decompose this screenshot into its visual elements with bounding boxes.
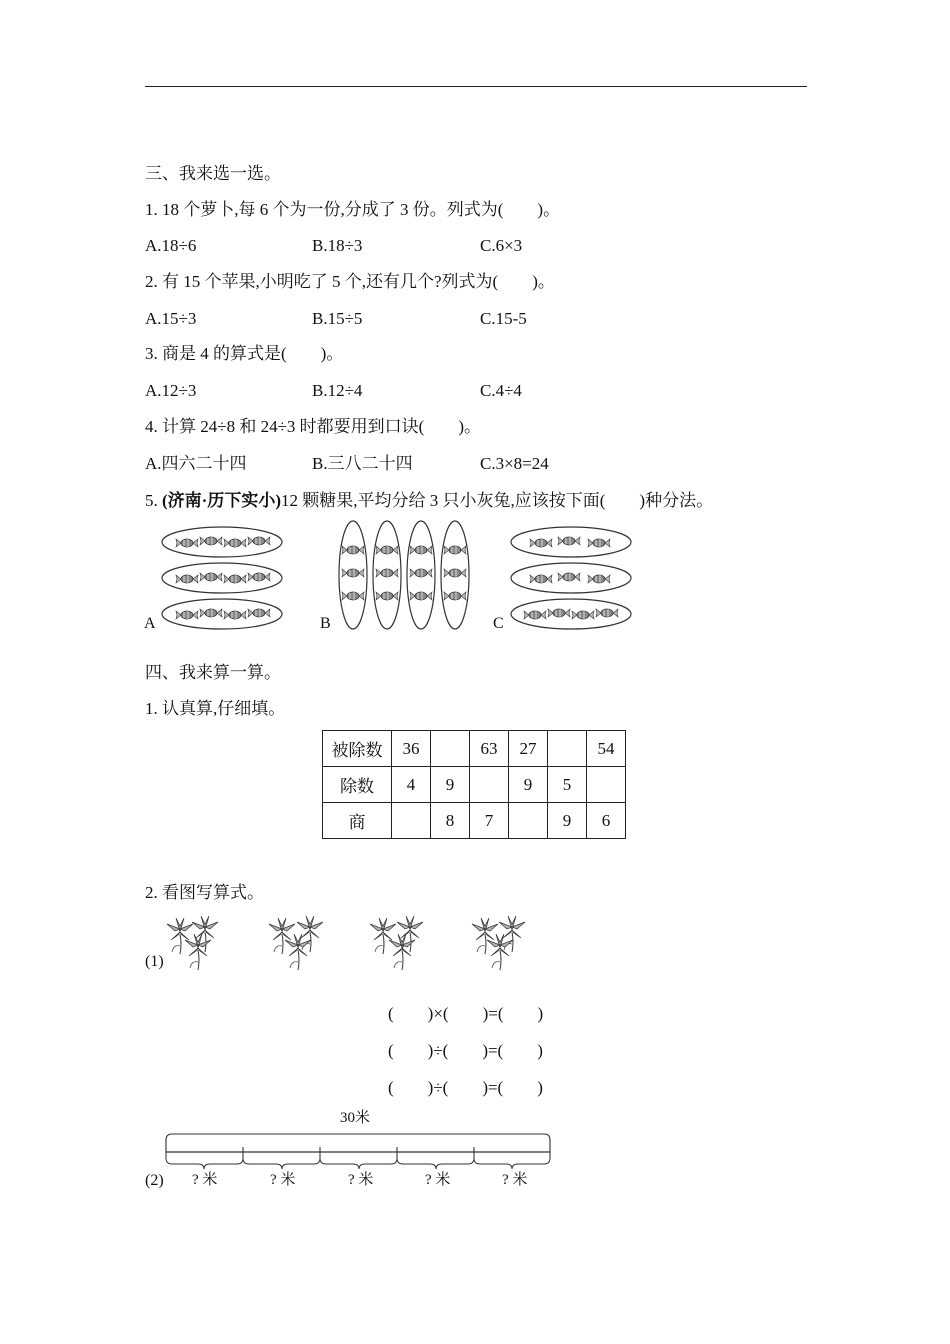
table-cell: 7: [470, 803, 509, 839]
row-header: 商: [323, 803, 392, 839]
q5-prefix: 5.: [145, 491, 162, 510]
segment-label-5: ? 米: [502, 1172, 528, 1188]
table-cell: 4: [392, 767, 431, 803]
table-cell: 9: [431, 767, 470, 803]
table-cell: 54: [587, 731, 626, 767]
q3-text: 3. 商是 4 的算式是( )。: [145, 344, 344, 363]
q4-option-b[interactable]: B.三八二十四: [312, 454, 413, 473]
q5-body: 12 颗糖果,平均分给 3 只小灰兔,应该按下面( )种分法。: [281, 491, 714, 510]
table-cell: 6: [587, 803, 626, 839]
segment-label-4: ? 米: [425, 1172, 451, 1188]
table-cell: 36: [392, 731, 431, 767]
table-cell: 8: [431, 803, 470, 839]
table-cell: 63: [470, 731, 509, 767]
equation-blank-2[interactable]: ( )÷( )=( ): [388, 1041, 543, 1060]
row-header: 被除数: [323, 731, 392, 767]
total-brace: [166, 1134, 550, 1148]
figure-label-b: B: [320, 615, 331, 632]
q4-option-c[interactable]: C.3×8=24: [480, 454, 549, 473]
figure-label-a: A: [144, 615, 156, 632]
figure-label-c: C: [493, 615, 504, 632]
segment-label-1: ? 米: [192, 1172, 218, 1188]
s4-q1-text: 1. 认真算,仔细填。: [145, 699, 286, 718]
q5-source: (济南·历下实小): [162, 491, 281, 510]
q1-option-b[interactable]: B.18÷3: [312, 236, 363, 255]
part2-label: (2): [145, 1172, 164, 1189]
q2-option-b[interactable]: B.15÷5: [312, 309, 363, 328]
table-cell: 9: [548, 803, 587, 839]
segment-label-3: ? 米: [348, 1172, 374, 1188]
q3-option-a[interactable]: A.12÷3: [145, 381, 197, 400]
segment-label-2: ? 米: [270, 1172, 296, 1188]
table-cell: 9: [509, 767, 548, 803]
table-cell: 5: [548, 767, 587, 803]
table-cell: 27: [509, 731, 548, 767]
q1-option-c[interactable]: C.6×3: [480, 236, 523, 255]
equation-blank-3[interactable]: ( )÷( )=( ): [388, 1078, 543, 1097]
section4-heading: 四、我来算一算。: [145, 663, 281, 682]
part1-label: (1): [145, 953, 164, 970]
total-length-label: 30米: [340, 1110, 371, 1126]
q1-text: 1. 18 个萝卜,每 6 个为一份,分成了 3 份。列式为( )。: [145, 200, 561, 219]
section3-heading: 三、我来选一选。: [145, 164, 281, 183]
q3-option-b[interactable]: B.12÷4: [312, 381, 363, 400]
q4-option-a[interactable]: A.四六二十四: [145, 454, 247, 473]
q3-option-c[interactable]: C.4÷4: [480, 381, 522, 400]
q2-text: 2. 有 15 个苹果,小明吃了 5 个,还有几个?列式为( )。: [145, 272, 555, 291]
q2-option-a[interactable]: A.15÷3: [145, 309, 197, 328]
q2-option-c[interactable]: C.15-5: [480, 309, 527, 328]
q4-text: 4. 计算 24÷8 和 24÷3 时都要用到口诀( )。: [145, 417, 481, 436]
q1-option-a[interactable]: A.18÷6: [145, 236, 197, 255]
s4-q2-text: 2. 看图写算式。: [145, 883, 264, 902]
equation-blank-1[interactable]: ( )×( )=( ): [388, 1004, 544, 1023]
row-header: 除数: [323, 767, 392, 803]
